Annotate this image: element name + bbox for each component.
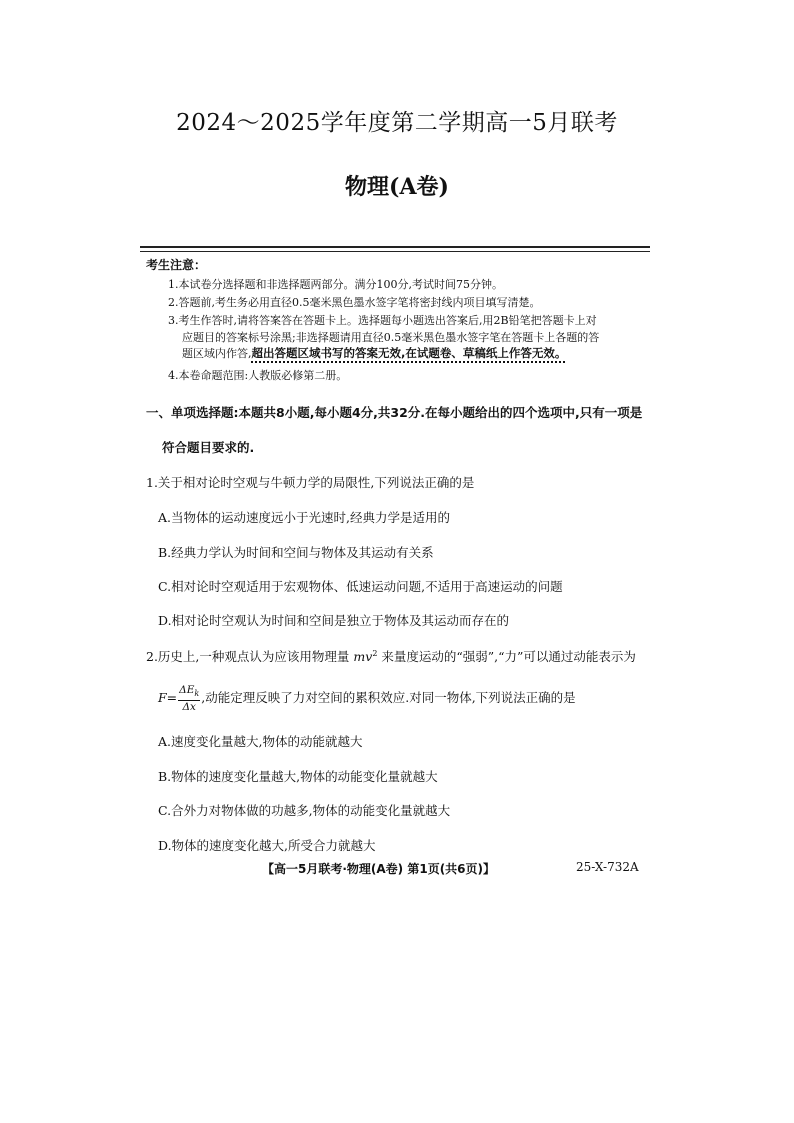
question-1-option-c: C.相对论时空观适用于宏观物体、低速运动问题,不适用于高速运动的问题 (158, 579, 563, 594)
formula-rest: ,动能定理反映了力对空间的累积效应.对同一物体,下列说法正确的是 (201, 690, 576, 706)
question-2-stem-after: 来量度运动的“强弱”,“力”可以通过动能表示为 (381, 649, 636, 664)
question-1-option-d: D.相对论时空观认为时间和空间是独立于物体及其运动而存在的 (158, 613, 510, 628)
divider-thin (140, 251, 650, 252)
question-1-stem: 1.关于相对论时空观与牛顿力学的局限性,下列说法正确的是 (146, 475, 475, 490)
paper-code: 25-X-732A (576, 860, 639, 874)
question-2-formula-line (158, 684, 576, 713)
notice-item-2: 2.答题前,考生务必用直径0.5毫米黑色墨水签字笔将密封线内项目填写清楚。 (168, 296, 541, 309)
question-2-var-exponent: 2 (372, 648, 378, 658)
exam-title: 2024～2025学年度第二学期高一5月联考 (176, 110, 618, 136)
question-2-option-c: C.合外力对物体做的功越多,物体的动能变化量就越大 (158, 803, 451, 818)
formula-denominator: Δx (182, 701, 196, 714)
notice-item-3-line-2: 应题目的答案标号涂黑;非选择题请用直径0.5毫米黑色墨水签字笔在答题卡上各题的答 (182, 331, 600, 344)
notice-item-3-line-3 (182, 345, 566, 361)
notice-item-1: 1.本试卷分选择题和非选择题两部分。满分100分,考试时间75分钟。 (168, 278, 503, 291)
question-2-stem-before: 2.历史上,一种观点认为应该用物理量 (146, 649, 350, 664)
notice-item-3-line-1: 3.考生作答时,请将答案答在答题卡上。选择题每小题选出答案后,用2B铅笔把答题卡上对 (168, 314, 597, 327)
notice-item-3-emphasis: 超出答题区域书写的答案无效,在试题卷、草稿纸上作答无效。 (251, 346, 567, 360)
question-1-option-b: B.经典力学认为时间和空间与物体及其运动有关系 (158, 545, 434, 560)
section-heading-line-1: 一、单项选择题:本题共8小题,每小题4分,共32分.在每小题给出的四个选项中,只有一项是 (146, 405, 643, 420)
formula-fraction (178, 684, 200, 713)
question-2-option-b: B.物体的速度变化量越大,物体的动能变化量就越大 (158, 769, 438, 784)
notice-item-3-plain: 题区域内作答, (182, 347, 252, 360)
question-2-stem (146, 647, 636, 665)
question-1-option-a: A.当物体的运动速度远小于光速时,经典力学是适用的 (158, 510, 450, 525)
notice-item-4: 4.本卷命题范围:人教版必修第二册。 (168, 369, 348, 382)
exam-subtitle: 物理(A卷) (345, 174, 449, 200)
page-footer: 【高一5月联考·物理(A卷) 第1页(共6页)】 (262, 862, 496, 876)
question-2-option-d: D.物体的速度变化越大,所受合力就越大 (158, 838, 376, 853)
section-heading-line-2: 符合题目要求的. (162, 440, 255, 455)
notice-heading: 考生注意： (146, 258, 207, 272)
formula-numerator: $\Delta E_k$ (178, 684, 200, 701)
divider-thick (140, 246, 650, 248)
question-2-option-a: A.速度变化量越大,物体的动能就越大 (158, 734, 363, 749)
formula-lhs: F= (158, 690, 178, 706)
question-2-var: mv (353, 649, 373, 664)
